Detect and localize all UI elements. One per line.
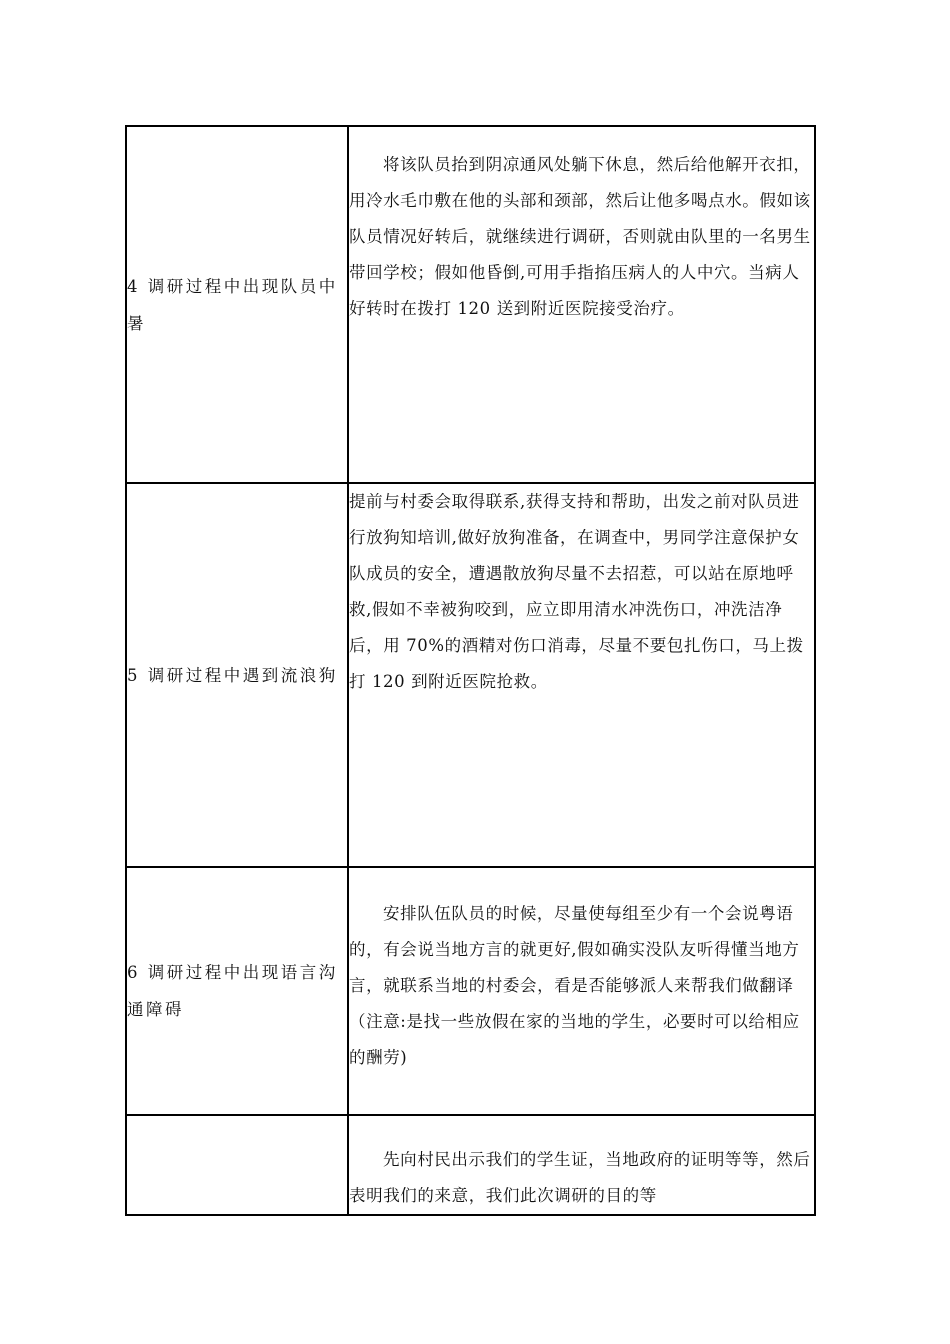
- table-row: [126, 483, 815, 867]
- situation-cell: [126, 1115, 348, 1215]
- response-cell: 安排队伍队员的时候，尽量使每组至少有一个会说粤语的，有会说当地方言的就更好,假如确实没队友听得懂当地方言，就联系当地的村委会，看是否能够派人来帮我们做翻译（注意:是找一些放假在家的当地的学生，必要时可以给相应的酬劳): [348, 867, 815, 1115]
- table-row: [126, 1115, 815, 1215]
- situation-cell: 6 调研过程中出现语言沟通障碍: [126, 867, 348, 1115]
- situation-cell: 4 调研过程中出现队员中暑: [126, 126, 348, 483]
- contingency-table: [125, 125, 816, 1216]
- table-row: [126, 126, 815, 483]
- table-row: [126, 867, 815, 1115]
- response-cell: 将该队员抬到阴凉通风处躺下休息，然后给他解开衣扣，用冷水毛巾敷在他的头部和颈部，然后让他多喝点水。假如该队员情况好转后，就继续进行调研，否则就由队里的一名男生带回学校；假如他昏倒,可用手指掐压病人的人中穴。当病人好转时在拨打 120 送到附近医院接受治疗。: [348, 126, 815, 483]
- response-cell: 先向村民出示我们的学生证，当地政府的证明等等，然后表明我们的来意，我们此次调研的目的等: [348, 1115, 815, 1215]
- situation-cell: 5 调研过程中遇到流浪狗: [126, 483, 348, 867]
- response-cell: 提前与村委会取得联系,获得支持和帮助，出发之前对队员进行放狗知培训,做好放狗准备，在调查中，男同学注意保护女队成员的安全，遭遇散放狗尽量不去招惹，可以站在原地呼救,假如不幸被狗咬到，应立即用清水冲洗伤口，冲洗洁净后，用 70%的酒精对伤口消毒，尽量不要包扎伤口，马上拨打 120 到附近医院抢救。: [348, 483, 815, 867]
